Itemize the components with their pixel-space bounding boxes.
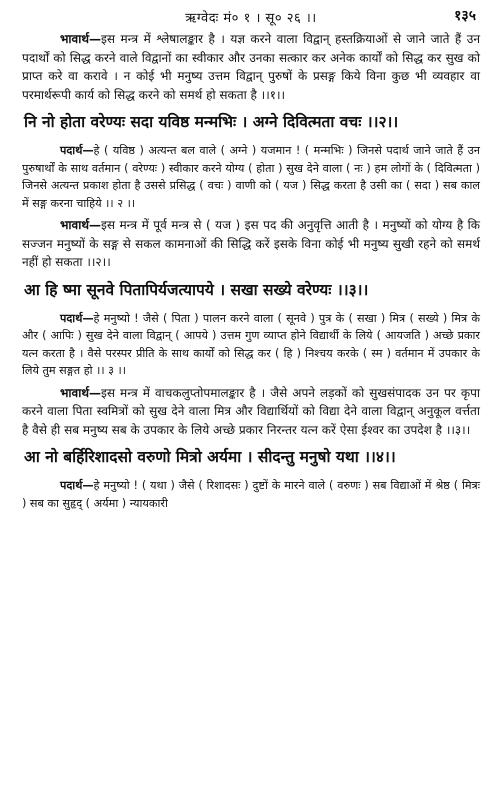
section-lead: भावार्थ— [60, 32, 101, 46]
bhavartha-paragraph [22, 384, 480, 440]
paragraph-text: इस मन्त्र में वाचकलुप्तोपमालङ्कार है । जैसे अपने लड़कों को सुखसंपादक उन पर कृपा करने वाला पिता स्वमित्रों को सुख देने वाला मित्र और विद्यार्थियों को विद्या देने वाला विद्वान् अनुकूल वर्त्तता है वैसे ही सब मनुष्य सब के उपकार के लिये अच्छे प्रकार निरन्तर यत्न करें ऐसा ईश्वर का उपदेश है ।।३।। [22, 385, 480, 437]
mantra-verse: आ नो बर्हिरिशादसो वरुणो मित्रो अर्यमा । सीदन्तु मनुषो यथा ।।४।। [24, 448, 396, 466]
paragraph-text: हे मनुष्यो ! ( यथा ) जैसे ( रिशादसः ) दुष्टों के मारने वाले ( वरुणः ) सब विद्याओं में श्रेष्ठ ( मित्रः ) सब का सुहृद् ( अर्यमा ) न्यायकारी [22, 479, 480, 510]
page-number: १३५ [454, 8, 476, 24]
mantra-verse: नि नो होता वरेण्यः सदा यविष्ठ मन्मभिः । अग्ने दिवित्मता वचः ।।२।। [24, 113, 399, 131]
padartha-paragraph [22, 310, 480, 380]
paragraph-text: हे मनुष्यो ! जैसे ( पिता ) पालन करने वाला ( सूनवे ) पुत्र के ( सखा ) मित्र ( सख्ये ) मित्र के और ( आपिः ) सुख देने वाला विद्वान् ( आपये ) उत्तम गुण व्याप्त होने विद्यार्थी के लिये ( आयजति ) अच्छे प्रकार यत्न करता है । वैसे परस्पर प्रीति के साथ कार्यों को सिद्ध कर ( हि ) निश्चय करके ( स्म ) वर्तमान में उपकार के लिये तुम सङ्गत हो ।। ३ ।। [22, 311, 480, 377]
padartha-paragraph [22, 477, 480, 512]
paragraph-text: इस मन्त्र में पूर्व मन्त्र से ( यज ) इस पद की अनुवृत्ति आती है । मनुष्यों को योग्य है कि सज्जन मनुष्यों के सङ्ग से सकल कामनाओं की सिद्धि करें इसके विना कोई भी मनुष्य सुखी रहने को समर्थ नहीं हो सकता ।।२।। [22, 218, 480, 269]
mantra-verse: आ हि ष्मा सूनवे पितापिर्यजत्यापये । सखा सख्ये वरेण्यः ।।३।। [24, 280, 369, 299]
padartha-paragraph [22, 142, 480, 212]
section-lead: पदार्थ— [60, 311, 94, 325]
running-head: ऋग्वेदः मं० १ । सू० २६ ।। [185, 11, 317, 26]
section-lead: पदार्थ— [60, 479, 94, 492]
bhavartha-paragraph [22, 30, 480, 104]
section-lead: भावार्थ— [60, 385, 101, 400]
paragraph-text: इस मन्त्र में श्लेषालङ्कार है । यज्ञ करने वाला विद्वान् हस्तक्रियाओं से जाने जाते हैं उन पदार्थों को सिद्ध करने वाले विद्वानों का स्वीकार और उनका सत्कार कर अनेक कार्यों को सिद्ध कर सुख को प्राप्त करे वा करावे । न कोई भी मनुष्य उत्तम विद्वान् पुरुषों के प्रसङ्ग किये विना कुछ भी व्यवहार वा परमार्थरूपी कार्य को सिद्ध करने को समर्थ हो सकता है ।।१।। [22, 32, 480, 102]
bhavartha-paragraph [22, 216, 480, 272]
paragraph-text: हे ( यविष्ठ ) अत्यन्त बल वाले ( अग्ने ) यजमान ! ( मन्मभिः ) जिनसे पदार्थ जाने जाते हैं उन पुरुषार्थों के साथ वर्तमान ( वरेण्यः ) स्वीकार करने योग्य ( होता ) सुख देने वाला ( नः ) हम लोगों के ( दिवित्मता ) जिनसे अत्यन्त प्रकाश होता है उससे प्रसिद्ध ( वचः ) वाणी को ( यज ) सिद्ध करता है उसी का ( सदा ) सब काल में सङ्ग करना चाहिये ।। २ ।। [22, 144, 480, 210]
section-lead: भावार्थ— [60, 218, 101, 232]
page-header [22, 0, 480, 30]
section-lead: पदार्थ— [60, 144, 94, 157]
